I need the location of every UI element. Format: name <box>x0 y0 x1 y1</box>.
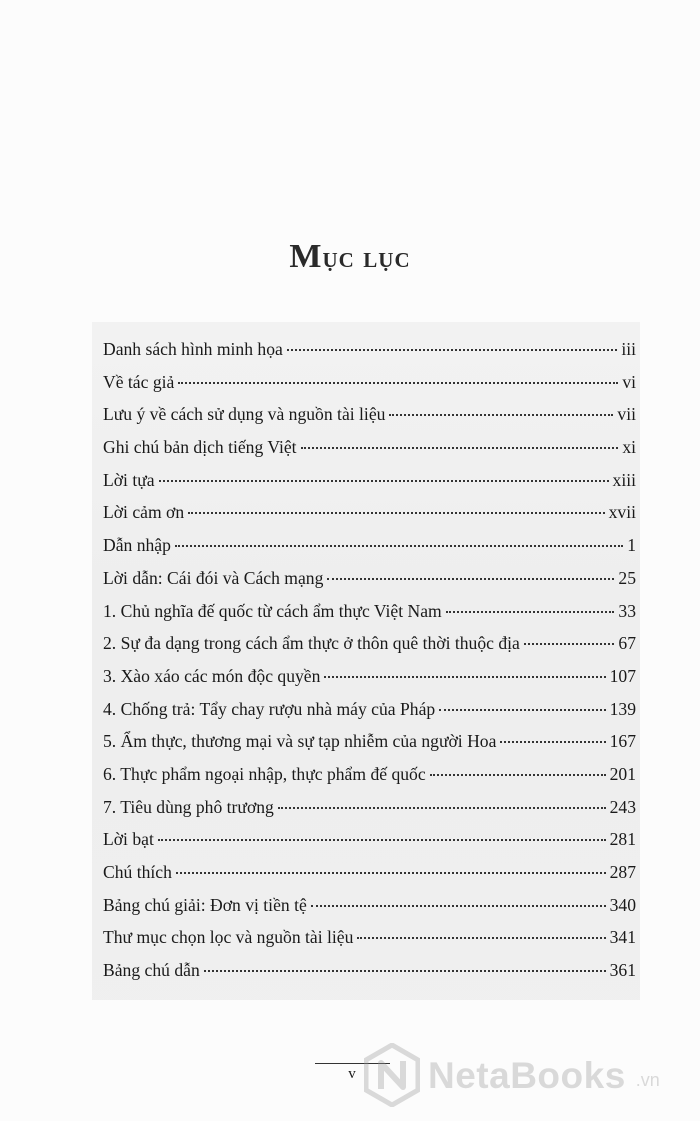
toc-entry-label: Ghi chú bản dịch tiếng Việt <box>103 437 297 458</box>
dot-leader <box>357 936 605 939</box>
toc-entry <box>103 333 636 366</box>
page-title <box>0 238 700 276</box>
toc-entry <box>103 595 636 628</box>
dot-leader <box>178 381 618 384</box>
toc-entry-label: 4. Chống trả: Tẩy chay rượu nhà máy của Pháp <box>103 698 436 719</box>
dot-leader <box>500 740 605 743</box>
toc-entry-page: 33 <box>618 600 636 621</box>
title-rest: ục lục <box>322 241 411 275</box>
toc-entry-label: Dẫn nhập <box>103 535 171 556</box>
toc-entry <box>103 856 636 889</box>
page-number: v <box>348 1066 356 1082</box>
dot-leader <box>311 904 606 907</box>
dot-leader <box>324 675 605 678</box>
toc-entry-page: 167 <box>609 731 636 752</box>
table-of-contents <box>103 333 636 987</box>
toc-entry-label: Bảng chú giải: Đơn vị tiền tệ <box>103 894 307 915</box>
toc-entry-page: 361 <box>609 960 636 981</box>
toc-entry-page: 243 <box>609 796 636 817</box>
toc-entry <box>103 725 636 758</box>
dot-leader <box>204 969 606 972</box>
toc-entry-label: 6. Thực phẩm ngoại nhập, thực phẩm đế quốc <box>103 763 426 784</box>
dot-leader <box>524 642 615 645</box>
toc-entry-label: Danh sách hình minh họa <box>103 339 283 359</box>
neta-n-hexagon-icon <box>364 1043 420 1107</box>
toc-entry <box>103 464 636 497</box>
toc-entry-label: Bảng chú dẫn <box>103 960 200 981</box>
toc-entry-page: vi <box>622 371 636 392</box>
dot-leader <box>159 479 609 482</box>
watermark-suffix: .vn <box>635 1070 660 1090</box>
toc-entry-page: 287 <box>609 862 636 882</box>
toc-entry-label: Lời bạt <box>103 829 154 850</box>
toc-entry-page: xvii <box>608 502 636 523</box>
toc-entry <box>103 366 636 399</box>
toc-entry <box>103 758 636 791</box>
toc-entry <box>103 627 636 660</box>
toc-entry-label: Thư mục chọn lọc và nguồn tài liệu <box>103 927 354 948</box>
toc-entry-page: xi <box>622 437 636 458</box>
toc-entry-label: 1. Chủ nghĩa đế quốc từ cách ẩm thực Việt Nam <box>103 600 442 621</box>
toc-entry <box>103 823 636 856</box>
toc-entry <box>103 791 636 824</box>
toc-entry-page: iii <box>621 339 636 359</box>
dot-leader <box>389 413 613 416</box>
toc-entry-label: 2. Sự đa dạng trong cách ẩm thực ở thôn quê thời thuộc địa <box>103 633 520 654</box>
toc-entry-label: Lời tựa <box>103 469 155 490</box>
toc-entry <box>103 921 636 954</box>
toc-entry-page: 341 <box>609 927 636 948</box>
toc-entry-label: 7. Tiêu dùng phô trương <box>103 796 274 817</box>
dot-leader <box>446 610 615 613</box>
dot-leader <box>188 511 604 514</box>
dot-leader <box>439 708 605 711</box>
toc-entry <box>103 431 636 464</box>
toc-entry <box>103 693 636 726</box>
toc-entry <box>103 529 636 562</box>
toc-entry-page: 67 <box>618 633 636 654</box>
dot-leader <box>430 773 606 776</box>
toc-entry-page: 107 <box>609 665 636 686</box>
toc-entry-label: 3. Xào xáo các món độc quyền <box>103 665 321 686</box>
toc-entry-page: 281 <box>609 829 636 850</box>
toc-entry-label: Về tác giả <box>103 371 175 392</box>
toc-entry <box>103 889 636 922</box>
toc-entry <box>103 954 636 987</box>
watermark <box>364 1043 660 1107</box>
dot-leader <box>278 806 606 809</box>
toc-entry-label: Chú thích <box>103 862 172 882</box>
watermark-brand: NetaBooks <box>428 1054 626 1096</box>
toc-entry-page: 25 <box>618 567 636 588</box>
toc-entry-label: Lời cảm ơn <box>103 502 185 523</box>
toc-entry <box>103 496 636 529</box>
toc-entry <box>103 562 636 595</box>
toc-entry-label: 5. Ẩm thực, thương mại và sự tạp nhiễm của người Hoa <box>103 731 497 752</box>
toc-entry-page: vii <box>617 404 636 425</box>
dot-leader <box>176 871 606 874</box>
toc-entry <box>103 398 636 431</box>
toc-entry-page: xiii <box>612 469 636 490</box>
toc-entry-label: Lưu ý về cách sử dụng và nguồn tài liệu <box>103 404 386 425</box>
toc-entry-page: 201 <box>609 763 636 784</box>
dot-leader <box>158 838 606 841</box>
toc-entry <box>103 660 636 693</box>
toc-entry-page: 340 <box>609 894 636 915</box>
dot-leader <box>327 577 614 580</box>
toc-entry-label: Lời dẫn: Cái đói và Cách mạng <box>103 567 324 588</box>
dot-leader <box>301 446 619 449</box>
dot-leader <box>287 348 618 351</box>
toc-entry-page: 1 <box>627 535 636 556</box>
toc-entry-page: 139 <box>609 698 636 719</box>
title-first-letter: M <box>289 238 323 276</box>
dot-leader <box>175 544 623 547</box>
